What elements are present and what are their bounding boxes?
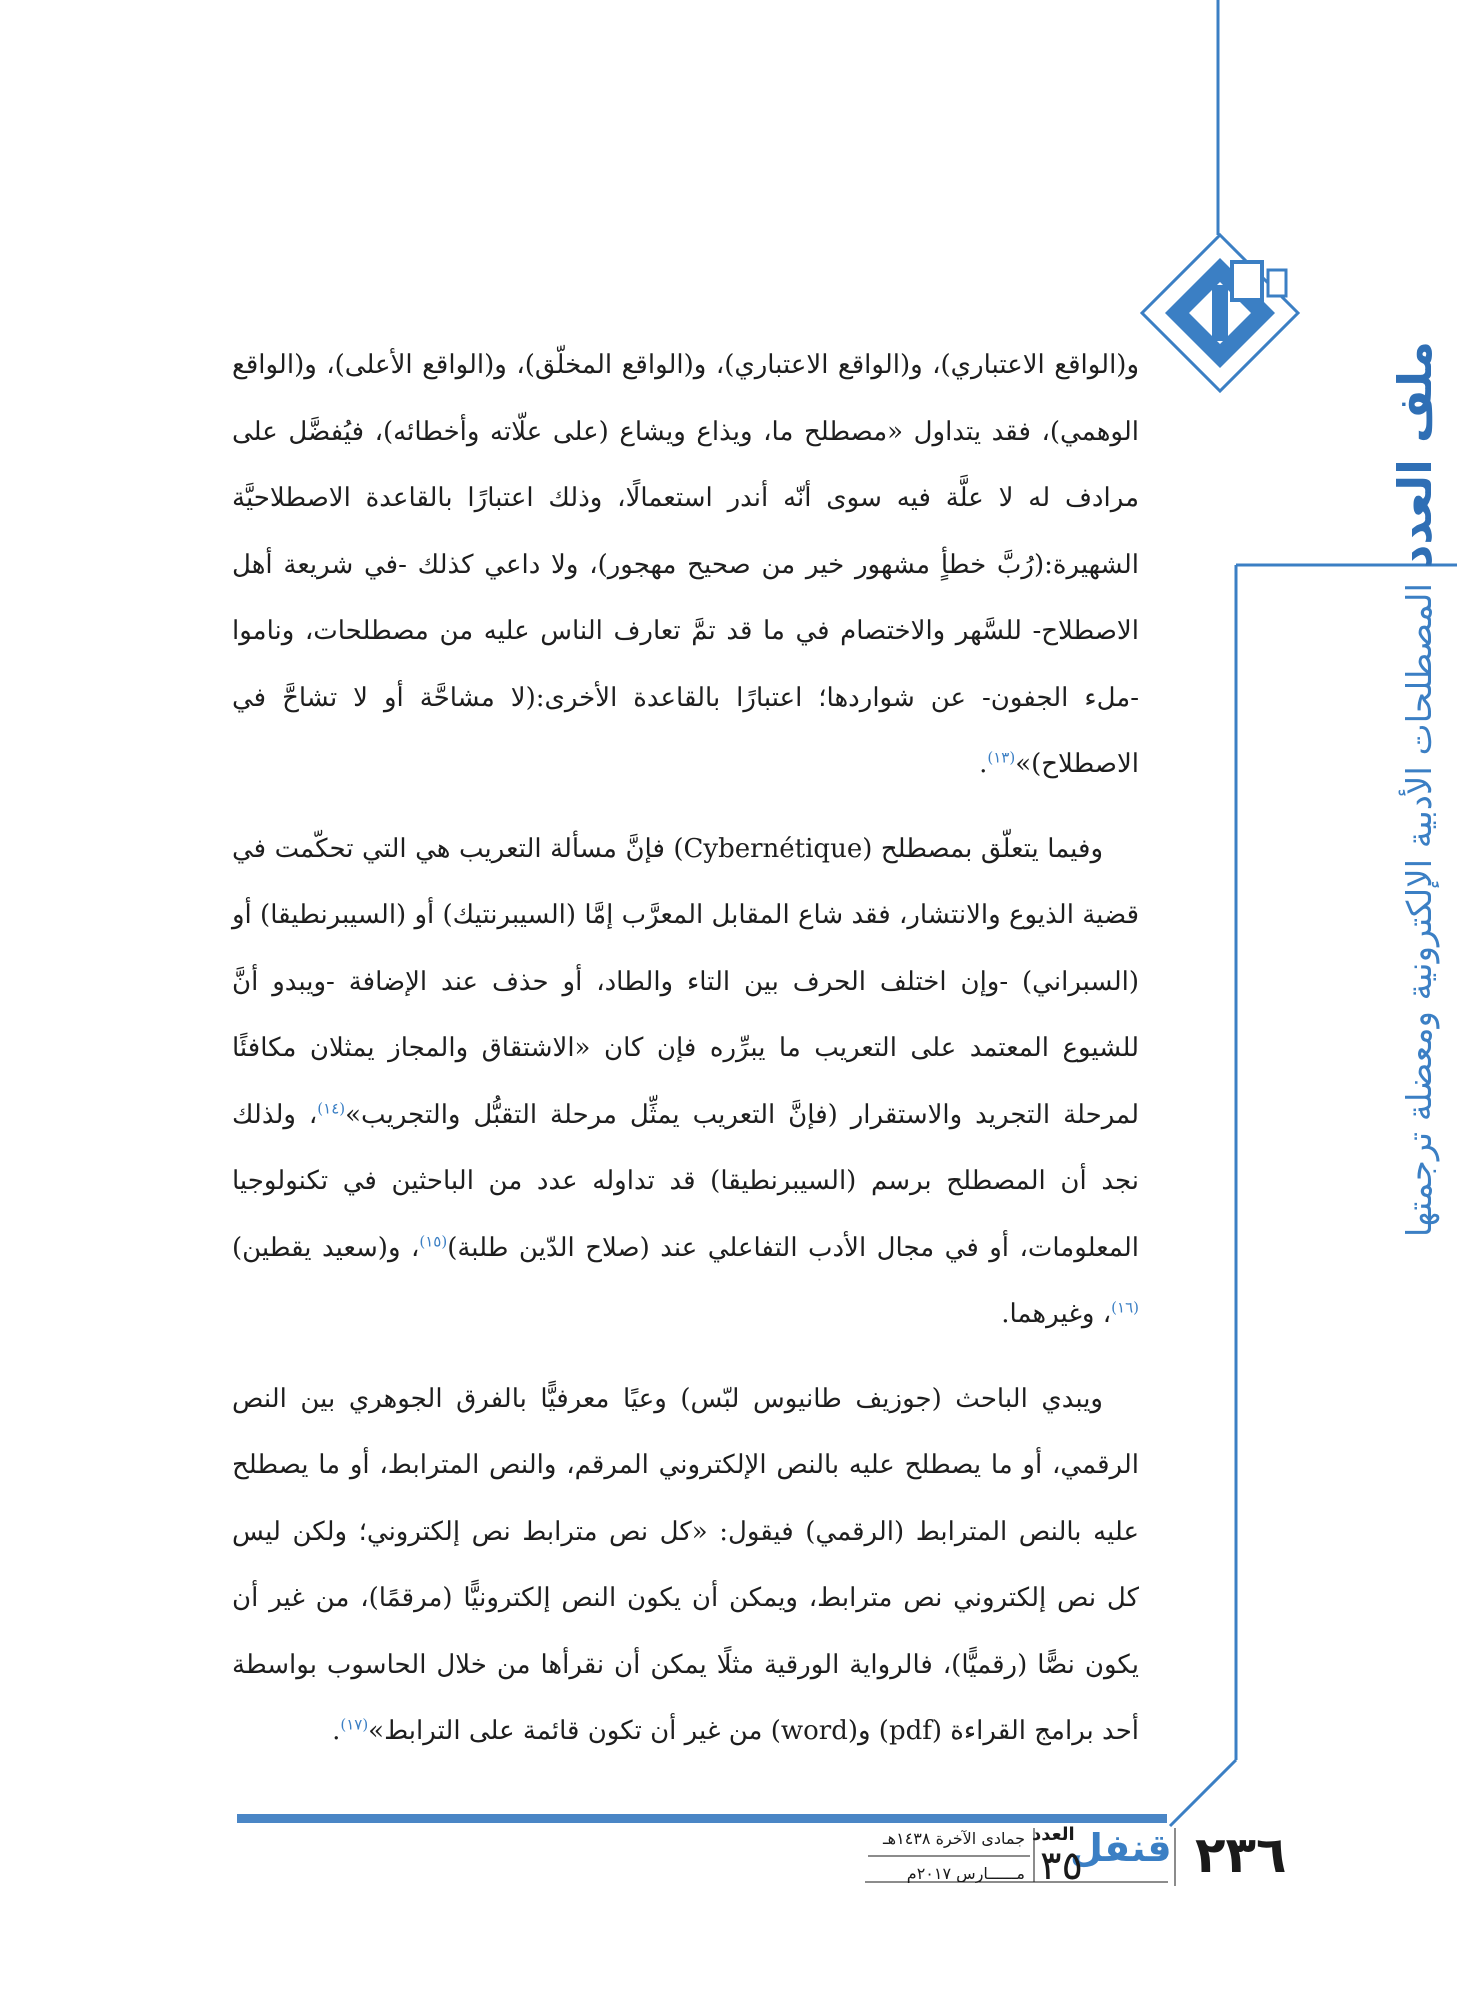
paragraph-text: وفيما يتعلّق بمصطلح (Cybernétique) فإنَّ مسألة التعريب هي التي تحكّمت في قضية الذيوع والانتشار، فقد شاع المقابل المعرَّب إمَّا (السيبرنتيك) أو (السيبرنطيقا) أو (السبراني) -وإن اختلف الحرف بين التاء والطاد، أو حذف عند الإضافة -ويبدو أنَّ للشيوع المعتمد على التعريب ما يبرِّره فإن كان «الاشتقاق والمجاز يمثلان مكافئًا لمرحلة التجريد والاستقرار (فإنَّ التعريب يمثِّل مرحلة التقبُّل والتجريب» [232,833,1140,1130]
paragraph-2 [232,816,1139,1348]
footnote-ref[interactable]: (١٦) [1111,1298,1139,1317]
paragraph-text: ، ولذلك نجد أن المصطلح برسم (السيبرنطيقا) قد تداوله عدد من الباحثين في تكنولوجيا المعلومات، أو في مجال الأدب التفاعلي عند (صلاح الدّين طلبة) [232,1099,1139,1263]
page-number: ٢٣٦ [1195,1826,1287,1884]
footer-rule-thick [237,1814,1167,1823]
footnote-ref[interactable]: (١٥) [419,1231,448,1250]
issue-number: ٣٥ [1040,1843,1083,1889]
paragraph-text: و(الواقع الاعتباري)، و(الواقع الاعتباري)، و(الواقع المخلّق)، و(الواقع الأعلى)، و(الواقع الوهمي)، فقد يتداول «مصطلح ما، ويذاع ويشاع (على علّاته وأخطائه)، فيُفضَّل على مرادف له لا علَّة فيه سوى أنّه أندر استعمالًا، وذلك اعتبارًا بالقاعدة الاصطلاحيَّة الشهيرة:(رُبَّ خطأٍ مشهور خير من صحيح مهجور)، ولا داعي كذلك -في شريعة أهل الاصطلاح- للسَّهر والاختصام في ما قد تمَّ تعارف الناس عليه من مصطلحات، وناموا -ملء الجفون- عن شواردها؛ اعتبارًا بالقاعدة الأخرى:(لا مشاحَّة أو لا تشاحَّ في الاصطلاح)» [232,350,1139,779]
paragraph-text: . [979,749,988,779]
footnote-ref[interactable]: (١٤) [317,1098,346,1117]
article-title-text: المصطلحات الأدبية الإلكترونية ومعضلة ترجمتها [1400,582,1440,1238]
hijri-date: جمادى الآخرة ١٤٣٨هـ [882,1829,1025,1848]
gregorian-date: مــــــارس ٢٠١٧م [906,1864,1025,1883]
article-title-vertical [1385,580,1455,1240]
frame-diagonal-line [1170,1760,1236,1826]
paragraph-text: . [332,1716,341,1746]
paragraph-text: ، وغيرهما. [1001,1299,1112,1329]
article-body [232,332,1139,1783]
paragraph-text: ، و(سعيد يقطين) [232,1232,420,1263]
footnote-ref[interactable]: (١٧) [340,1715,369,1734]
footnote-ref[interactable]: (١٣) [987,748,1016,767]
issue-label: العدد [1032,1824,1075,1845]
section-label [1385,341,1445,569]
magazine-logo: قنفل [1070,1826,1172,1870]
paragraph-1 [232,332,1139,798]
paragraph-text: ويبدي الباحث (جوزيف طانيوس لبّس) وعيًا معرفيًّا بالفرق الجوهري بين النص الرقمي، أو ما يصطلح عليه بالنص الإلكتروني المرقم، والنص المترابط، أو ما يصطلح عليه بالنص المترابط (الرقمي) فيقول: «كل نص مترابط نص إلكتروني؛ ولكن ليس كل نص إلكتروني نص مترابط، ويمكن أن يكون النص إلكترونيًّا (مرقمًا)، من غير أن يكون نصًّا (رقميًّا)، فالرواية الورقية مثلًا يمكن أن نقرأها من خلال الحاسوب بواسطة أحد برامج القراءة (pdf) و(word) من غير أن تكون قائمة على الترابط» [232,1383,1139,1746]
diamond-logo-icon [1142,235,1298,391]
section-label-text: ملف العدد [1388,341,1442,569]
paragraph-3 [232,1366,1139,1765]
